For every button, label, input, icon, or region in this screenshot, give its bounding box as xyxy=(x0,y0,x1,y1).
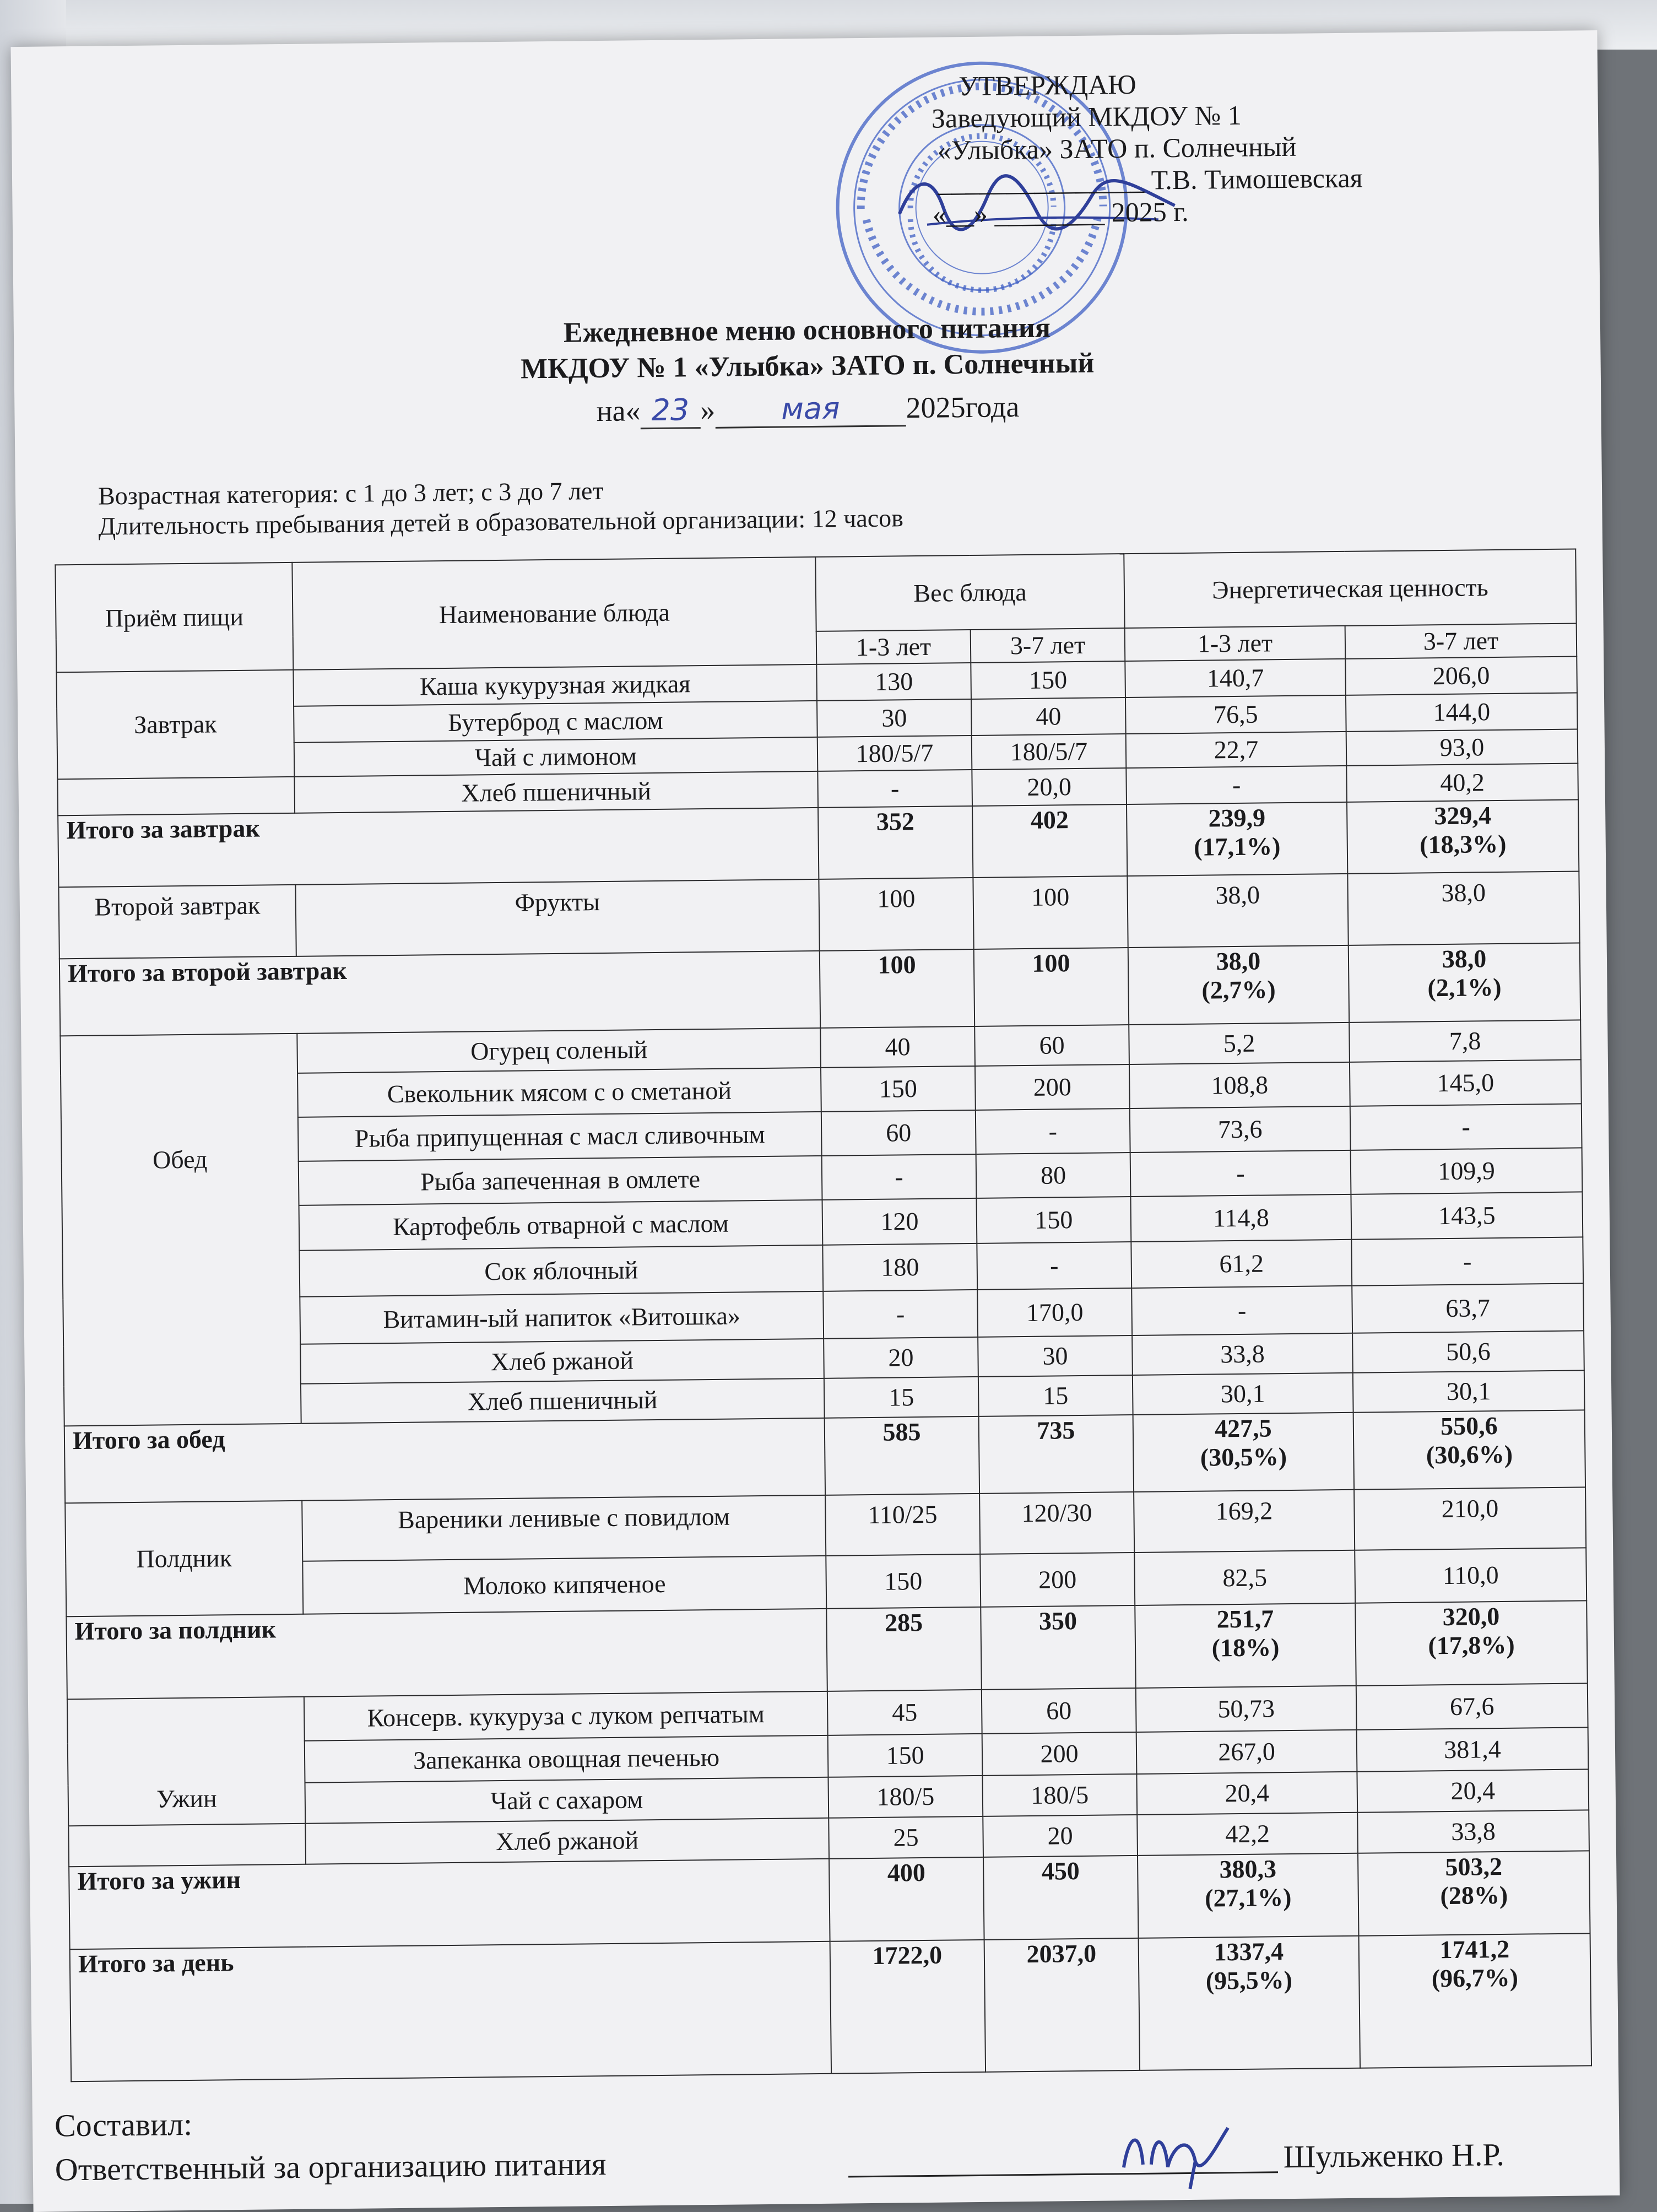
energy-1-3: 61,2 xyxy=(1131,1240,1352,1288)
total-label: Итого за завтрак xyxy=(58,808,819,887)
total-energy-3-7 xyxy=(1358,1851,1590,1935)
weight-3-7: 20,0 xyxy=(972,768,1127,806)
approval-organization: «Улыбка» ЗАТО п. Солнечный xyxy=(937,131,1297,166)
weight-1-3: 130 xyxy=(816,663,971,701)
dish-name: Сок яблочный xyxy=(299,1245,823,1297)
responsible-signature xyxy=(1112,2111,1246,2195)
energy-percent: (2,1%) xyxy=(1427,972,1502,1002)
total-weight-3-7: 2037,0 xyxy=(984,1938,1140,2072)
energy-1-3: 33,8 xyxy=(1132,1333,1353,1375)
weight-3-7: 150 xyxy=(971,661,1125,699)
total-weight-3-7: 402 xyxy=(972,804,1127,878)
dish-name: Чай с сахаром xyxy=(305,1777,829,1824)
energy-percent: (30,5%) xyxy=(1200,1442,1287,1472)
weight-1-3: 150 xyxy=(821,1066,976,1112)
energy-3-7: 93,0 xyxy=(1346,729,1578,765)
approval-date: «__» ________ 2025 г. xyxy=(932,196,1189,230)
total-row-day xyxy=(70,1933,1591,2081)
weight-3-7: 200 xyxy=(980,1553,1135,1607)
energy-1-3: - xyxy=(1130,1150,1351,1197)
document-sheet xyxy=(11,30,1620,2212)
total-energy-1-3 xyxy=(1138,1853,1359,1938)
total-label: Итого за второй завтрак xyxy=(59,951,820,1036)
energy-3-7: 67,6 xyxy=(1356,1683,1588,1729)
weight-1-3: 60 xyxy=(821,1110,976,1156)
total-energy-1-3 xyxy=(1133,1413,1354,1492)
header-energy: Энергетическая ценность xyxy=(1124,549,1576,628)
total-energy-1-3 xyxy=(1128,945,1349,1025)
weight-1-3: 30 xyxy=(817,699,972,737)
weight-1-3: 180/5/7 xyxy=(817,735,972,771)
energy-percent: (2,7%) xyxy=(1201,975,1276,1004)
weight-3-7: 30 xyxy=(978,1335,1133,1377)
total-label: Итого за ужин xyxy=(69,1859,830,1949)
dish-name: Чай с лимоном xyxy=(294,737,818,777)
total-row-snack xyxy=(66,1600,1587,1699)
weight-1-3: 150 xyxy=(826,1554,981,1609)
weight-3-7: 15 xyxy=(978,1375,1133,1416)
weight-3-7: 200 xyxy=(975,1064,1130,1110)
energy-value: 329,4 xyxy=(1434,801,1492,830)
energy-1-3: 20,4 xyxy=(1136,1772,1357,1815)
dish-name: Хлеб пшеничный xyxy=(294,771,818,813)
responsible-name: Шульженко Н.Р. xyxy=(1283,2137,1505,2175)
energy-1-3: 30,1 xyxy=(1133,1373,1353,1415)
dish-name: Хлеб ржаной xyxy=(300,1339,824,1384)
energy-value: 380,3 xyxy=(1219,1854,1277,1884)
energy-1-3: 22,7 xyxy=(1126,732,1347,768)
meal-label-lunch: Обед xyxy=(60,1034,301,1426)
total-energy-1-3 xyxy=(1139,1936,1360,2070)
header-weight-age-3-7: 3-7 лет xyxy=(971,628,1125,663)
header-dish: Наименование блюда xyxy=(292,557,816,670)
energy-3-7: 109,9 xyxy=(1351,1148,1583,1194)
energy-3-7: 143,5 xyxy=(1351,1192,1583,1239)
energy-percent: (27,1%) xyxy=(1204,1883,1292,1912)
energy-3-7: 206,0 xyxy=(1345,656,1577,695)
total-label: Итого за обед xyxy=(64,1418,825,1503)
total-weight-1-3: 352 xyxy=(818,806,973,879)
weight-3-7: 180/5/7 xyxy=(972,734,1127,770)
dish-name: Вареники ленивые с повидлом xyxy=(302,1495,826,1561)
weight-1-3: 180 xyxy=(822,1243,977,1291)
header-weight-age-1-3: 1-3 лет xyxy=(816,630,971,664)
approval-block xyxy=(920,64,1472,230)
energy-3-7: 30,1 xyxy=(1353,1370,1585,1412)
total-label: Итого за полдник xyxy=(66,1609,827,1699)
weight-1-3: - xyxy=(823,1290,978,1339)
weight-1-3: 15 xyxy=(824,1377,979,1418)
dish-name: Хлеб ржаной xyxy=(305,1818,829,1864)
weight-1-3: 110/25 xyxy=(825,1494,980,1556)
weight-3-7: - xyxy=(977,1242,1131,1290)
meal-label-breakfast: Завтрак xyxy=(56,670,294,779)
energy-3-7: 210,0 xyxy=(1354,1487,1586,1550)
weight-3-7: 40 xyxy=(971,697,1126,735)
energy-3-7: 381,4 xyxy=(1357,1727,1589,1771)
total-label: Итого за день xyxy=(70,1941,831,2081)
approval-position: Заведующий МКДОУ № 1 xyxy=(931,99,1242,134)
weight-3-7: 180/5 xyxy=(982,1774,1137,1816)
energy-3-7: 144,0 xyxy=(1346,693,1578,731)
energy-percent: (95,5%) xyxy=(1205,1966,1293,1995)
energy-percent: (17,1%) xyxy=(1193,832,1281,861)
energy-1-3: 5,2 xyxy=(1129,1023,1350,1064)
weight-3-7: 120/30 xyxy=(979,1492,1134,1554)
total-row-dinner xyxy=(69,1851,1590,1949)
energy-percent: (30,6%) xyxy=(1426,1440,1513,1469)
energy-3-7: 38,0 xyxy=(1347,871,1579,945)
energy-3-7: 145,0 xyxy=(1350,1059,1582,1106)
weight-1-3: 45 xyxy=(827,1690,982,1735)
total-energy-1-3 xyxy=(1127,802,1347,876)
weight-1-3: 40 xyxy=(820,1026,975,1068)
energy-3-7: 33,8 xyxy=(1357,1810,1589,1853)
energy-percent: (17,8%) xyxy=(1428,1630,1515,1660)
energy-1-3: - xyxy=(1126,766,1347,804)
responsible-label: Ответственный за организацию питания xyxy=(55,2146,607,2188)
weight-1-3: 25 xyxy=(829,1816,983,1859)
weight-1-3: 100 xyxy=(819,878,973,951)
energy-1-3: 42,2 xyxy=(1137,1813,1358,1856)
total-weight-3-7: 735 xyxy=(979,1415,1134,1494)
total-energy-3-7 xyxy=(1347,799,1579,873)
energy-value: 38,0 xyxy=(1216,947,1261,976)
weight-3-7: 200 xyxy=(982,1732,1137,1776)
energy-value: 38,0 xyxy=(1442,944,1487,974)
total-energy-3-7 xyxy=(1359,1933,1591,2068)
weight-1-3: - xyxy=(822,1154,977,1200)
dish-name: Огурец соленый xyxy=(297,1028,821,1073)
energy-3-7: 50,6 xyxy=(1352,1331,1584,1372)
total-energy-3-7 xyxy=(1349,943,1580,1022)
energy-1-3: 82,5 xyxy=(1134,1550,1355,1605)
total-weight-1-3: 285 xyxy=(826,1607,982,1691)
total-weight-1-3: 100 xyxy=(820,949,974,1028)
menu-title: Ежедневное меню основного питания xyxy=(563,312,1051,349)
energy-percent: (28%) xyxy=(1440,1880,1508,1910)
energy-1-3: 169,2 xyxy=(1134,1490,1355,1553)
energy-1-3: - xyxy=(1131,1286,1352,1335)
dish-name: Рыба запеченная в омлете xyxy=(299,1156,822,1205)
energy-percent: (18,3%) xyxy=(1419,829,1507,859)
total-weight-3-7: 100 xyxy=(974,948,1129,1026)
energy-value: 1337,4 xyxy=(1214,1937,1284,1966)
weight-3-7: 60 xyxy=(974,1025,1129,1066)
energy-1-3: 38,0 xyxy=(1127,874,1348,948)
menu-subtitle: МКДОУ № 1 «Улыбка» ЗАТО п. Солнечный xyxy=(520,347,1095,385)
approval-title: УТВЕРЖДАЮ xyxy=(959,68,1136,102)
weight-1-3: 20 xyxy=(824,1337,978,1378)
weight-3-7: 150 xyxy=(976,1197,1131,1243)
dish-name: Каша кукурузная жидкая xyxy=(293,664,817,706)
meal-label-second-breakfast: Второй завтрак xyxy=(58,885,296,959)
dish-name: Молоко кипяченое xyxy=(302,1556,826,1614)
date-suffix: 2025года xyxy=(906,390,1020,425)
header-meal: Приём пищи xyxy=(55,563,293,672)
composed-label: Составил: xyxy=(54,2106,193,2144)
total-energy-3-7 xyxy=(1353,1410,1585,1489)
approval-signature-line: _______________ Т.В. Тимошевская xyxy=(937,162,1363,198)
energy-3-7: 7,8 xyxy=(1349,1020,1581,1062)
total-weight-1-3: 400 xyxy=(829,1857,984,1941)
meal-label-empty xyxy=(68,1824,306,1867)
weight-3-7: 100 xyxy=(973,876,1128,949)
energy-1-3: 267,0 xyxy=(1136,1730,1357,1774)
weight-3-7: 60 xyxy=(982,1688,1136,1734)
dish-name: Рыба припущенная с масл сливочным xyxy=(298,1112,822,1161)
energy-3-7: 110,0 xyxy=(1355,1548,1586,1603)
total-weight-3-7: 350 xyxy=(981,1605,1136,1690)
energy-1-3: 114,8 xyxy=(1130,1194,1351,1242)
header-weight: Вес блюда xyxy=(815,554,1124,631)
weight-1-3: 120 xyxy=(822,1198,977,1245)
dish-name: Бутерброд с маслом xyxy=(294,701,817,743)
menu-date xyxy=(14,383,1601,436)
stay-duration: Длительность пребывания детей в образовательной организации: 12 часов xyxy=(98,504,904,540)
energy-value: 1741,2 xyxy=(1439,1934,1510,1964)
dish-name: Запеканка овощная печенью xyxy=(305,1735,829,1783)
total-energy-3-7 xyxy=(1355,1600,1588,1685)
dish-name: Консерв. кукуруза с луком репчатым xyxy=(304,1691,828,1741)
meal-label-dinner: Ужин xyxy=(67,1697,305,1826)
age-category: Возрастная категория: с 1 до 3 лет; с 3 до 7 лет xyxy=(98,476,604,510)
energy-1-3: 140,7 xyxy=(1125,659,1346,697)
weight-1-3: - xyxy=(817,770,972,808)
total-weight-1-3: 585 xyxy=(825,1416,979,1495)
date-day: 23 xyxy=(640,392,700,429)
weight-1-3: 150 xyxy=(828,1734,983,1777)
date-prefix: на« xyxy=(596,394,641,428)
energy-percent: (18%) xyxy=(1211,1633,1280,1662)
energy-3-7: 63,7 xyxy=(1352,1283,1584,1333)
dish-name: Витамин-ый напиток «Витошка» xyxy=(300,1291,824,1344)
weight-3-7: 80 xyxy=(976,1153,1131,1198)
date-mid: » xyxy=(700,393,716,427)
dish-name: Картофебль отварной с маслом xyxy=(299,1200,823,1251)
date-month: мая xyxy=(715,390,906,429)
energy-value: 239,9 xyxy=(1208,803,1266,832)
energy-3-7: - xyxy=(1351,1237,1583,1285)
energy-value: 503,2 xyxy=(1445,1852,1503,1881)
meal-label-snack: Полдник xyxy=(65,1501,303,1616)
energy-value: 427,5 xyxy=(1214,1414,1272,1443)
energy-value: 320,0 xyxy=(1442,1602,1500,1631)
energy-value: 251,7 xyxy=(1216,1604,1274,1634)
weight-3-7: - xyxy=(976,1108,1130,1154)
energy-1-3: 50,73 xyxy=(1136,1686,1357,1732)
energy-3-7: 40,2 xyxy=(1346,763,1578,802)
weight-3-7: 170,0 xyxy=(977,1288,1132,1337)
weight-1-3: 180/5 xyxy=(828,1776,983,1818)
header-energy-age-1-3: 1-3 лет xyxy=(1125,626,1346,661)
energy-1-3: 76,5 xyxy=(1125,695,1346,734)
dish-name: Свекольник мясом с о сметаной xyxy=(297,1068,821,1117)
header-energy-age-3-7: 3-7 лет xyxy=(1345,623,1577,658)
energy-3-7: 20,4 xyxy=(1357,1769,1589,1812)
total-weight-1-3: 1722,0 xyxy=(830,1940,985,2074)
meal-label-empty xyxy=(57,777,295,815)
energy-value: 550,6 xyxy=(1440,1411,1498,1441)
weight-3-7: 20 xyxy=(983,1815,1138,1857)
energy-3-7: - xyxy=(1350,1104,1582,1150)
energy-percent: (96,7%) xyxy=(1431,1963,1519,1993)
total-energy-1-3 xyxy=(1135,1603,1356,1688)
dish-name: Фрукты xyxy=(295,879,819,956)
energy-1-3: 108,8 xyxy=(1129,1062,1350,1108)
total-weight-3-7: 450 xyxy=(983,1856,1139,1940)
dish-name: Хлеб пшеничный xyxy=(301,1378,825,1424)
energy-1-3: 73,6 xyxy=(1130,1106,1351,1153)
menu-table xyxy=(55,548,1592,2082)
